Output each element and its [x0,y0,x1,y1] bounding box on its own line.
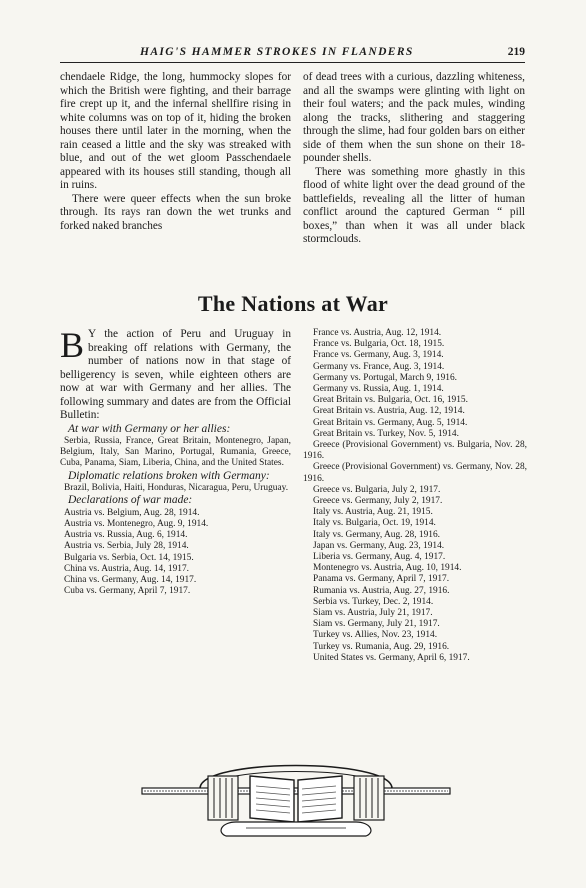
broken-relations-list: Brazil, Bolivia, Haiti, Honduras, Nicaragua, Peru, Uruguay. [64,483,289,494]
declaration-item: Liberia vs. Germany, Aug. 4, 1917. [313,552,446,563]
declaration-item: France vs. Austria, Aug. 12, 1914. [313,328,442,338]
broken-relations-heading: Diplomatic relations broken with Germany: [68,469,270,482]
declarations-heading: Declarations of war made: [68,494,193,507]
declaration-item: Bulgaria vs. Serbia, Oct. 14, 1915. [64,552,194,563]
allies-list: Serbia, Russia, France, Great Britain, Montenegro, Japan, Belgium, Italy, San Marino, Portugal, Rumania, Greece, Cuba, Panama, Siam, Liberia, China, and the United States. [60,436,291,469]
declaration-item: France vs. Bulgaria, Oct. 18, 1915. [313,339,445,350]
declaration-item: Panama vs. Germany, April 7, 1917. [313,574,450,585]
declarations-list-right [303,328,527,664]
paragraph: There were queer effects when the sun broke through. Its rays ran down the wet trunks and forked naked branches [60,192,291,232]
declaration-item: Germany vs. Portugal, March 9, 1916. [313,372,457,383]
declaration-item: Serbia vs. Turkey, Dec. 2, 1914. [313,596,434,607]
declaration-item: France vs. Germany, Aug. 3, 1914. [313,350,444,361]
declaration-item: Italy vs. Bulgaria, Oct. 19, 1914. [313,518,436,529]
declaration-item: Greece (Provisional Government) vs. Bulgaria, Nov. 28, 1916. [303,440,527,462]
paragraph: There was something more ghastly in this flood of white light over the dead ground of the battlefields, revealing all the litter of human conflict around the captured German “ pill boxes,” than when it was all under black stormclouds. [303,165,525,245]
article-left-column [60,325,291,597]
allies-heading: At war with Germany or her allies: [68,422,231,435]
declaration-item: United States vs. Germany, April 6, 1917. [313,652,470,663]
declaration-item: Greece vs. Bulgaria, July 2, 1917. [313,484,441,495]
declaration-item: Germany vs. Russia, Aug. 1, 1914. [313,384,444,395]
declaration-item: China vs. Austria, Aug. 14, 1917. [64,563,189,574]
drop-cap: B [60,325,85,365]
declaration-item: China vs. Germany, Aug. 14, 1917. [64,575,197,586]
continued-text-left-column [60,71,291,233]
page-header [60,42,525,60]
declaration-item: Turkey vs. Rumania, Aug. 29, 1916. [313,641,450,652]
paragraph: of dead trees with a curious, dazzling whiteness, and all the swamps were glinting with light on their foul waters; and the pack mules, winding along the tracks, slithering and staggering through the slime, had four golden bars on either side of them when the sun shone on their 18-pounder shells. [303,71,525,164]
running-title: HAIG'S HAMMER STROKES IN FLANDERS [140,46,414,58]
page-number: 219 [507,46,525,58]
declaration-item: Great Britain vs. Bulgaria, Oct. 16, 1915. [313,395,468,406]
continued-text-right-column [303,71,525,247]
article-title: The Nations at War [197,291,389,316]
declaration-item: Austria vs. Serbia, July 28, 1914. [64,541,189,552]
intro-text: Y the action of Peru and Uruguay in breaking off relations with Germany, the number of nations now in that stage of belligerency is seven, while eighteen others are now at war with Germany and her allies. The following summary and dates are from the Official Bulletin: [60,328,291,421]
declaration-item: Greece (Provisional Government) vs. Germany, Nov. 28, 1916. [303,462,527,484]
declaration-item: Austria vs. Belgium, Aug. 28, 1914. [64,507,200,518]
article-right-column [303,328,527,664]
declaration-item: Austria vs. Montenegro, Aug. 9, 1914. [64,519,209,530]
declaration-item: Italy vs. Austria, Aug. 21, 1915. [313,507,433,518]
paragraph: chendaele Ridge, the long, hummocky slopes for which the British were fighting, and their barrage fire crept up it, and the infernal shellfire rising in white columns was on top of it, hiding the broken houses there until later in the morning, when the rain ceased a little and the sky was streaked with blue, and out of the wet gloom Passchendaele appeared with its houses still standing, though all in ruins. [60,71,291,191]
declaration-item: Rumania vs. Austria, Aug. 27, 1916. [313,585,450,596]
declaration-item: Japan vs. Germany, Aug. 23, 1914. [313,540,445,551]
declaration-item: Great Britain vs. Germany, Aug. 5, 1914. [313,417,468,428]
open-book-tailpiece-icon [140,752,452,838]
declaration-item: Italy vs. Germany, Aug. 28, 1916. [313,529,440,540]
declaration-item: Siam vs. Germany, July 21, 1917. [313,619,440,630]
declarations-list-left [60,508,291,598]
declaration-item: Siam vs. Austria, July 21, 1917. [313,608,433,619]
intro-paragraph [60,325,291,423]
declaration-item: Great Britain vs. Austria, Aug. 12, 1914. [313,406,465,417]
declaration-item: Montenegro vs. Austria, Aug. 10, 1914. [313,563,462,574]
declaration-item: Turkey vs. Allies, Nov. 23, 1914. [313,630,438,641]
declaration-item: Great Britain vs. Turkey, Nov. 5, 1914. [313,428,459,439]
declaration-item: Austria vs. Russia, Aug. 6, 1914. [64,530,188,541]
declaration-item: Germany vs. France, Aug. 3, 1914. [313,361,445,372]
declaration-item: Cuba vs. Germany, April 7, 1917. [64,586,191,597]
header-rule [60,62,525,63]
declaration-item: Greece vs. Germany, July 2, 1917. [313,496,443,507]
